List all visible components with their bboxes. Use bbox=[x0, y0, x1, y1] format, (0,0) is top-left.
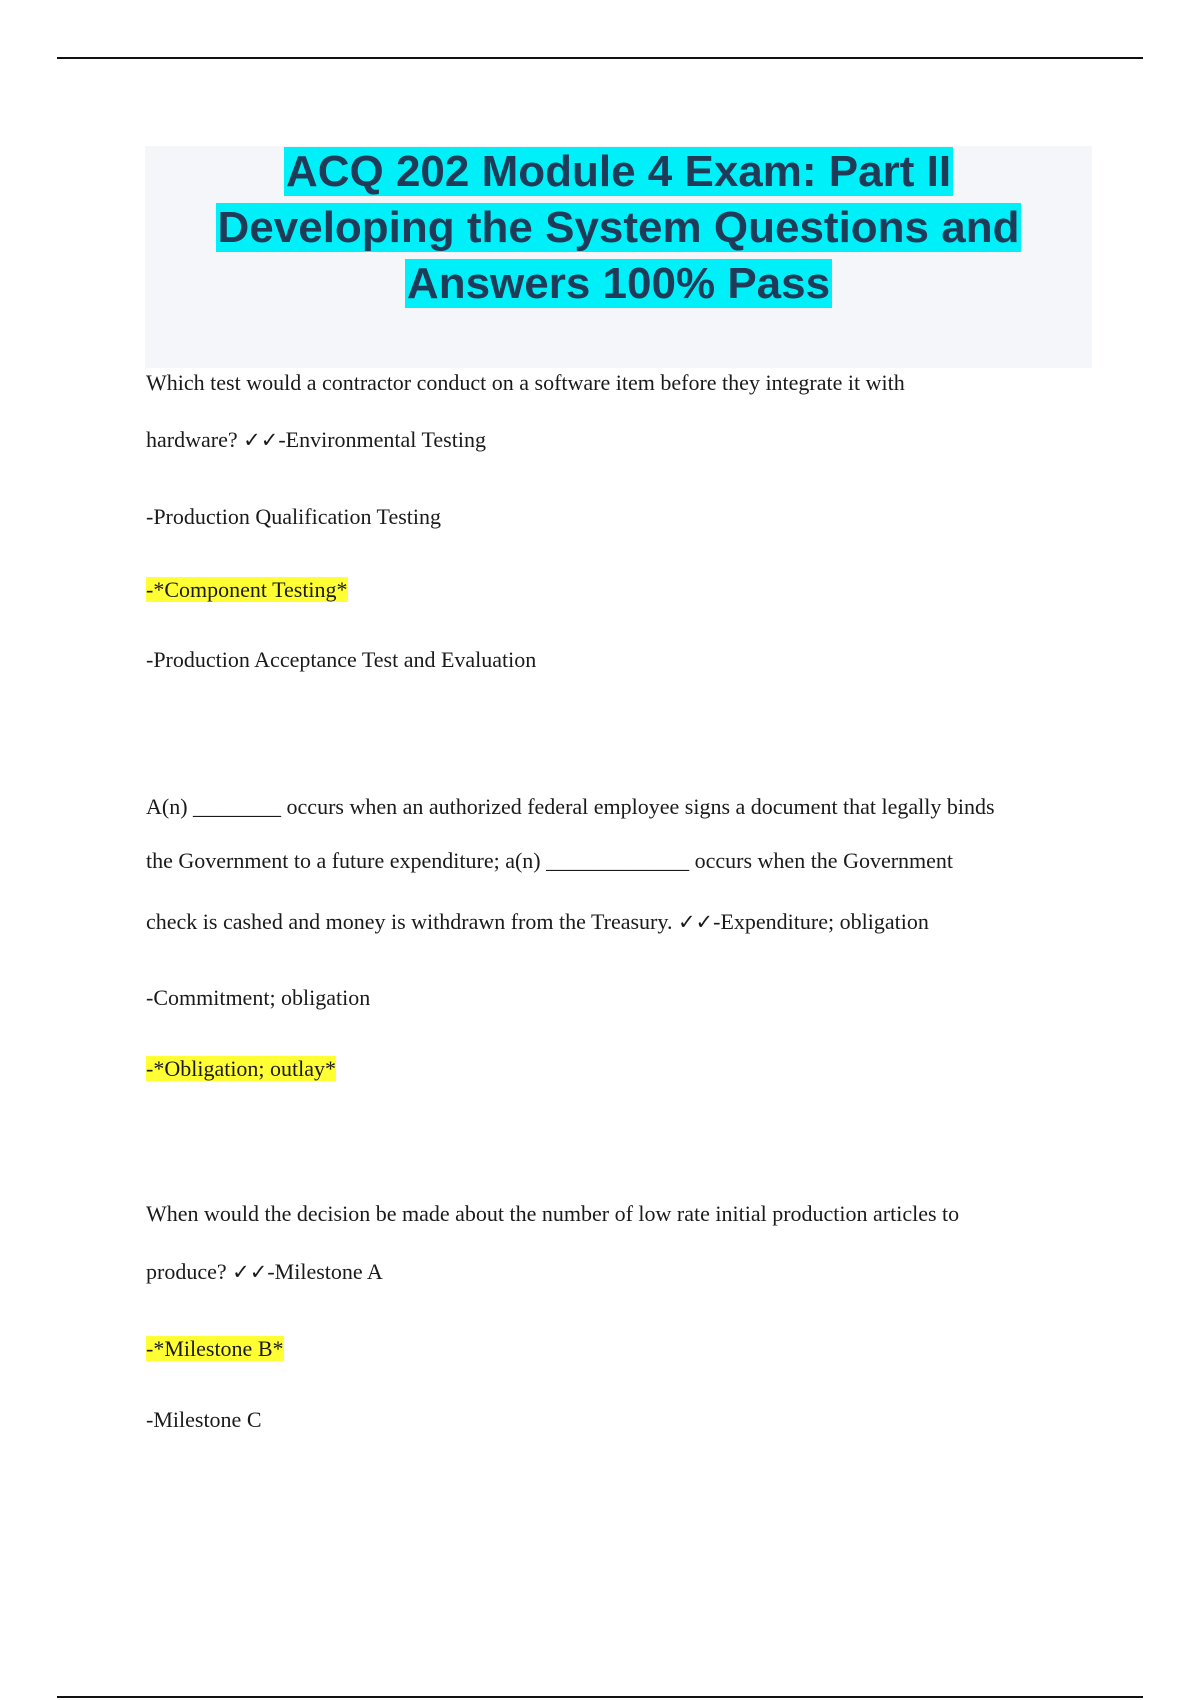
q3-option-3: -Milestone C bbox=[146, 1407, 262, 1432]
header-rule bbox=[57, 57, 1143, 59]
q1-option-1: -Environmental Testing bbox=[278, 427, 486, 452]
title-line-2: Developing the System Questions and bbox=[217, 203, 1020, 252]
q1-option-4: -Production Acceptance Test and Evaluation bbox=[146, 647, 537, 672]
q3-text-line-1: When would the decision be made about the number of low rate initial production articles to bbox=[146, 1201, 960, 1226]
document-title bbox=[145, 144, 1092, 312]
q2-text-line-1: A(n) ________ occurs when an authorized federal employee signs a document that legally binds bbox=[146, 794, 995, 819]
q3-option-2-correct: -*Milestone B* bbox=[146, 1336, 284, 1361]
footer-rule bbox=[57, 1696, 1143, 1698]
q2-text-line-2: the Government to a future expenditure; a(n) _____________ occurs when the Government bbox=[146, 848, 954, 873]
double-check-icon: ✓✓ bbox=[232, 1260, 268, 1284]
q3-text-line-2: produce? ✓✓-Milestone A bbox=[146, 1259, 383, 1284]
double-check-icon: ✓✓ bbox=[677, 910, 714, 934]
q1-option-3-correct: -*Component Testing* bbox=[146, 577, 348, 602]
q1-text-line-1: Which test would a contractor conduct on a software item before they integrate it with bbox=[146, 370, 905, 395]
q2-option-3-correct: -*Obligation; outlay* bbox=[146, 1056, 337, 1081]
q2-text-line-3: check is cashed and money is withdrawn from the Treasury. ✓✓-Expenditure; obligation bbox=[146, 909, 929, 934]
q3-option-1: -Milestone A bbox=[267, 1259, 383, 1284]
q2-option-2: -Commitment; obligation bbox=[146, 985, 371, 1010]
q2-option-1: -Expenditure; obligation bbox=[713, 909, 929, 934]
double-check-icon: ✓✓ bbox=[243, 428, 279, 452]
title-line-3: Answers 100% Pass bbox=[406, 259, 831, 308]
q1-option-2: -Production Qualification Testing bbox=[146, 504, 442, 529]
q1-text-line-2: hardware? ✓✓-Environmental Testing bbox=[146, 427, 486, 452]
title-line-1: ACQ 202 Module 4 Exam: Part II bbox=[285, 147, 952, 196]
